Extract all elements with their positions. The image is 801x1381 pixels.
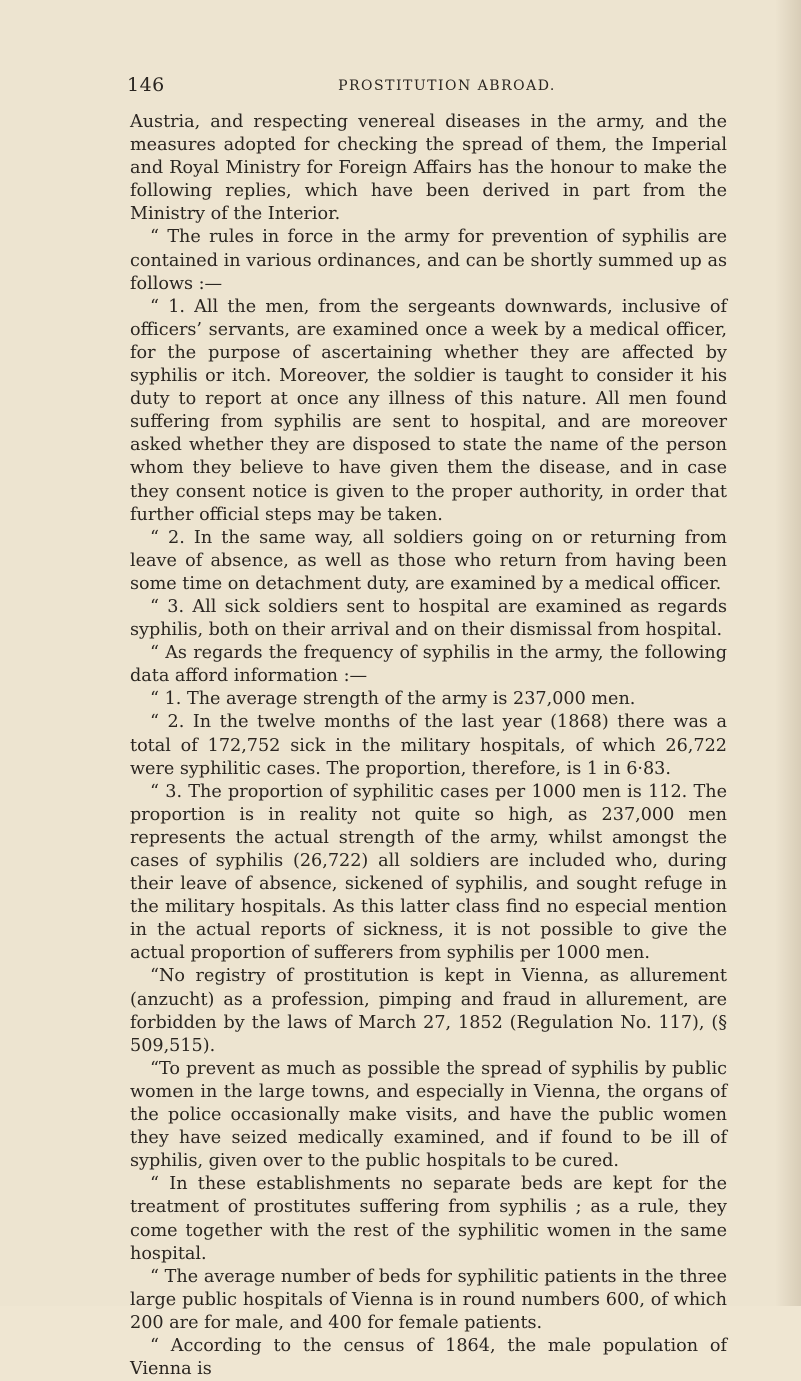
paragraph: “No registry of prostitution is kept in Vienna, as allurement (anzucht) as a profession, pimping and fraud in allurement, are forbidden by the laws of March 27, 1852 (Regulation No. 117), (§ 509,515). bbox=[130, 966, 727, 1056]
paragraph: “ The average number of beds for syphilitic patients in the three large public hospitals of Vienna is in round numbers 600, of which 200 are for male, and 400 for female patients. bbox=[130, 1266, 727, 1333]
paragraph: “ 1. All the men, from the sergeants downwards, inclusive of officers’ servants, are examined once a week by a medical officer, for the purpose of ascertaining whether they are affected by syphilis or itch. Moreover, the soldier is taught to consider it his duty to report at once any illness of this nature. All men found suffering from syphilis are sent to hospital, and are moreover asked whether they are disposed to state the name of the person whom they believe to have given them the disease, and in case they consent notice is given to the proper authority, in order that further official steps may be taken. bbox=[130, 296, 727, 525]
page-edge-shadow bbox=[775, 0, 801, 1306]
body-text bbox=[130, 111, 727, 1381]
paragraph: “ 3. All sick soldiers sent to hospital are examined as regards syphilis, both on their arrival and on their dismissal from hospital. bbox=[130, 596, 727, 641]
paragraph: Austria, and respecting venereal diseases in the army, and the measures adopted for checking the spread of them, the Imperial and Royal Ministry for Foreign Affairs has the honour to make the following replies, which have been derived in part from the Ministry of the Interior. bbox=[130, 112, 727, 225]
paragraph: “ 2. In the same way, all soldiers going on or returning from leave of absence, as well as those who return from having been some time on detachment duty, are examined by a medical officer. bbox=[130, 527, 727, 594]
paragraph: “ As regards the frequency of syphilis in the army, the following data afford information :— bbox=[130, 643, 727, 687]
paragraph: “ According to the census of 1864, the male population of Vienna is bbox=[130, 1335, 727, 1380]
paragraph: “ In these establishments no separate beds are kept for the treatment of prostitutes suffering from syphilis ; as a rule, they come together with the rest of the syphilitic women in the same hospital. bbox=[130, 1174, 727, 1264]
paragraph: “ The rules in force in the army for prevention of syphilis are contained in various ordinances, and can be shortly summed up as follows :— bbox=[130, 227, 727, 294]
paragraph: “ 1. The average strength of the army is 237,000 men. bbox=[150, 689, 636, 710]
paragraph: “ 3. The proportion of syphilitic cases per 1000 men is 112. The proportion is in reality not quite so high, as 237,000 men represents the actual strength of the army, whilst amongst the cases of syphilis (26,722) all soldiers are included who, during their leave of absence, sickened of syphilis, and sought refuge in the military hospitals. As this latter class find no especial mention in the actual reports of sickness, it is not possible to give the actual proportion of sufferers from syphilis per 1000 men. bbox=[130, 781, 727, 964]
page-number: 146 bbox=[127, 74, 165, 96]
page-header bbox=[127, 70, 727, 100]
paragraph: “ 2. In the twelve months of the last year (1868) there was a total of 172,752 sick in the military hospitals, of which 26,722 were syphilitic cases. The proportion, therefore, is 1 in 6·83. bbox=[130, 712, 727, 779]
running-title: PROSTITUTION ABROAD. bbox=[338, 78, 556, 94]
paragraph: “To prevent as much as possible the spread of syphilis by public women in the large towns, and especially in Vienna, the organs of the police occasionally make visits, and have the public women they have seized medically examined, and if found to be ill of syphilis, given over to the public hospitals to be cured. bbox=[130, 1058, 727, 1172]
